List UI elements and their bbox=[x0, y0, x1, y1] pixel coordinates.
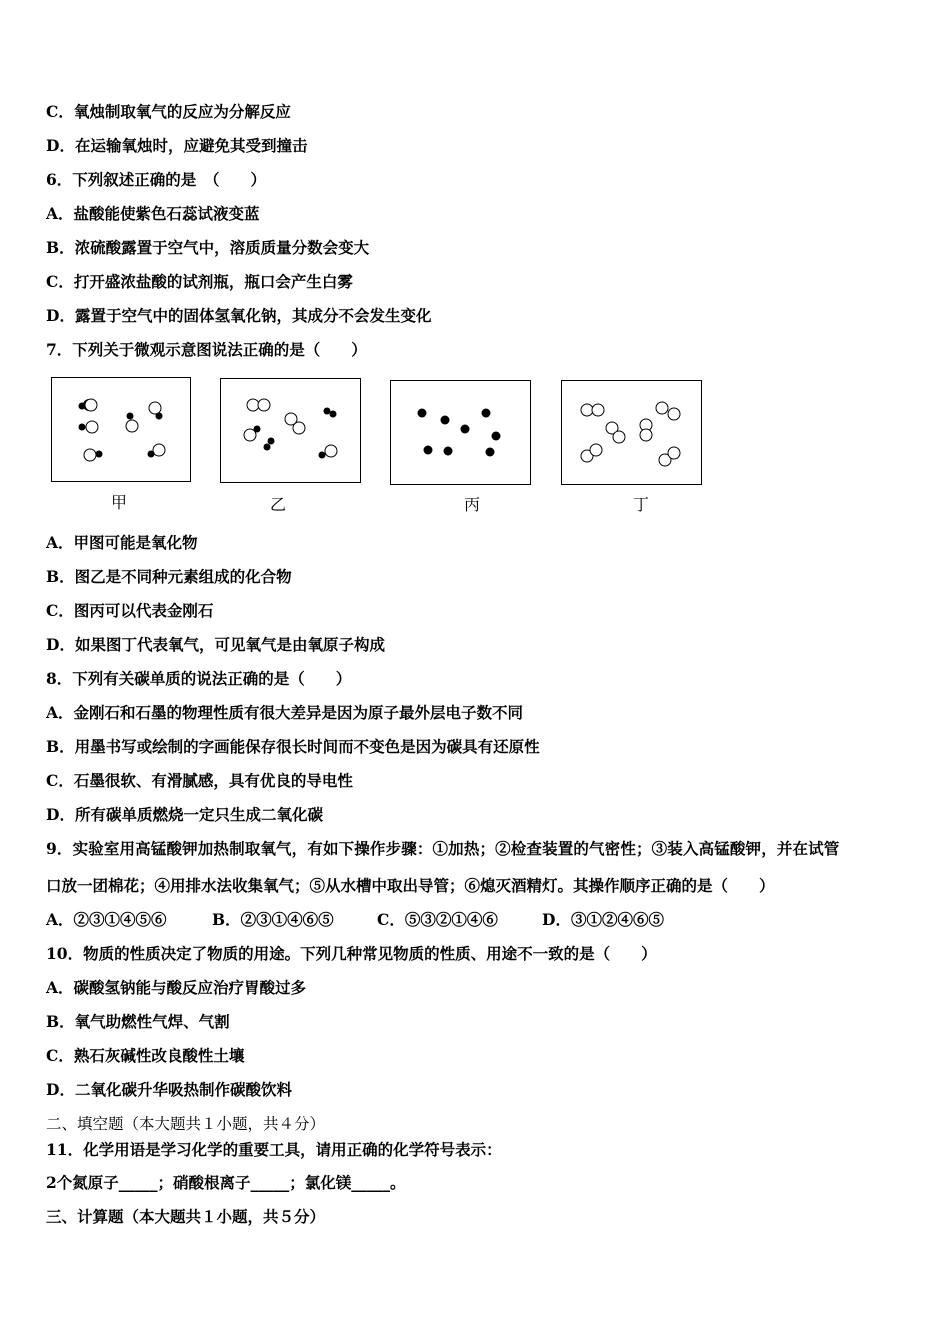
molecules-jia bbox=[52, 378, 190, 481]
q8-option-d: D．所有碳单质燃烧一定只生成二氧化碳 bbox=[46, 805, 323, 824]
q7-option-c: C．图丙可以代表金刚石 bbox=[46, 601, 214, 620]
q9-option-a: A．②③①④⑤⑥ bbox=[46, 910, 167, 929]
q10-option-b: B．氧气助燃性气焊、气割 bbox=[46, 1012, 230, 1031]
q7-option-b: B．图乙是不同种元素组成的化合物 bbox=[46, 567, 292, 586]
q8-stem: 8．下列有关碳单质的说法正确的是（ ） bbox=[46, 669, 352, 688]
q6-option-d: D．露置于空气中的固体氢氧化钠，其成分不会发生变化 bbox=[46, 306, 432, 325]
diagram-box-ding bbox=[561, 380, 702, 485]
q6-stem: 6．下列叙述正确的是 （ ） bbox=[46, 170, 267, 189]
q9-stem-line2: 口放一团棉花；④用排水法收集氧气；⑤从水槽中取出导管；⑥熄灭酒精灯。其操作顺序正确的是（ ） bbox=[46, 876, 775, 895]
section-3-heading: 三、计算题（本大题共１小题，共５分） bbox=[46, 1207, 326, 1226]
q5-option-c: C．氧烛制取氧气的反应为分解反应 bbox=[46, 102, 291, 121]
q9-option-c: C．⑤③②①④⑥ bbox=[377, 910, 498, 929]
q10-option-d: D．二氧化碳升华吸热制作碳酸饮料 bbox=[46, 1080, 292, 1099]
diagram-box-yi bbox=[220, 378, 361, 483]
q10-option-a: A．碳酸氢钠能与酸反应治疗胃酸过多 bbox=[46, 978, 307, 997]
caption-ding: 丁 bbox=[632, 495, 649, 514]
q6-option-c: C．打开盛浓盐酸的试剂瓶，瓶口会产生白雾 bbox=[46, 272, 353, 291]
q10-stem: 10．物质的性质决定了物质的用途。下列几种常见物质的性质、用途不一致的是（ ） bbox=[46, 944, 657, 963]
q7-option-a: A．甲图可能是氧化物 bbox=[46, 533, 198, 552]
molecules-ding bbox=[562, 381, 701, 484]
caption-bing: 丙 bbox=[463, 495, 480, 514]
q9-option-b: B．②③①④⑥⑤ bbox=[212, 910, 334, 929]
q11-stem: 11．化学用语是学习化学的重要工具，请用正确的化学符号表示： bbox=[46, 1140, 502, 1159]
q11-blanks: 2个氮原子_____；硝酸根离子_____；氯化镁_____。 bbox=[46, 1173, 406, 1192]
q6-option-a: A．盐酸能使紫色石蕊试液变蓝 bbox=[46, 204, 260, 223]
diagram-box-jia bbox=[51, 377, 191, 482]
q10-option-c: C．熟石灰碱性改良酸性土壤 bbox=[46, 1046, 245, 1065]
molecules-bing bbox=[391, 381, 530, 484]
q8-option-c: C．石墨很软、有滑腻感，具有优良的导电性 bbox=[46, 771, 353, 790]
diagram-box-bing bbox=[390, 380, 531, 485]
section-2-heading: 二、填空题（本大题共１小题，共４分） bbox=[46, 1115, 326, 1133]
q7-option-d: D．如果图丁代表氧气，可见氧气是由氧原子构成 bbox=[46, 635, 385, 654]
q9-option-d: D．③①②④⑥⑤ bbox=[542, 910, 664, 929]
q9-stem-line1: 9．实验室用高锰酸钾加热制取氧气，有如下操作步骤：①加热；②检查装置的气密性；③装入高锰酸钾，并在试管 bbox=[46, 839, 840, 858]
molecules-yi bbox=[221, 379, 360, 482]
q7-stem: 7．下列关于微观示意图说法正确的是（ ） bbox=[46, 340, 367, 359]
q8-option-b: B．用墨书写或绘制的字画能保存很长时间而不变色是因为碳具有还原性 bbox=[46, 737, 540, 756]
q5-option-d: D．在运输氧烛时，应避免其受到撞击 bbox=[46, 136, 308, 155]
caption-yi: 乙 bbox=[269, 495, 286, 514]
q8-option-a: A．金刚石和石墨的物理性质有很大差异是因为原子最外层电子数不同 bbox=[46, 703, 524, 722]
caption-jia: 甲 bbox=[110, 493, 127, 512]
q6-option-b: B．浓硫酸露置于空气中，溶质质量分数会变大 bbox=[46, 238, 370, 257]
